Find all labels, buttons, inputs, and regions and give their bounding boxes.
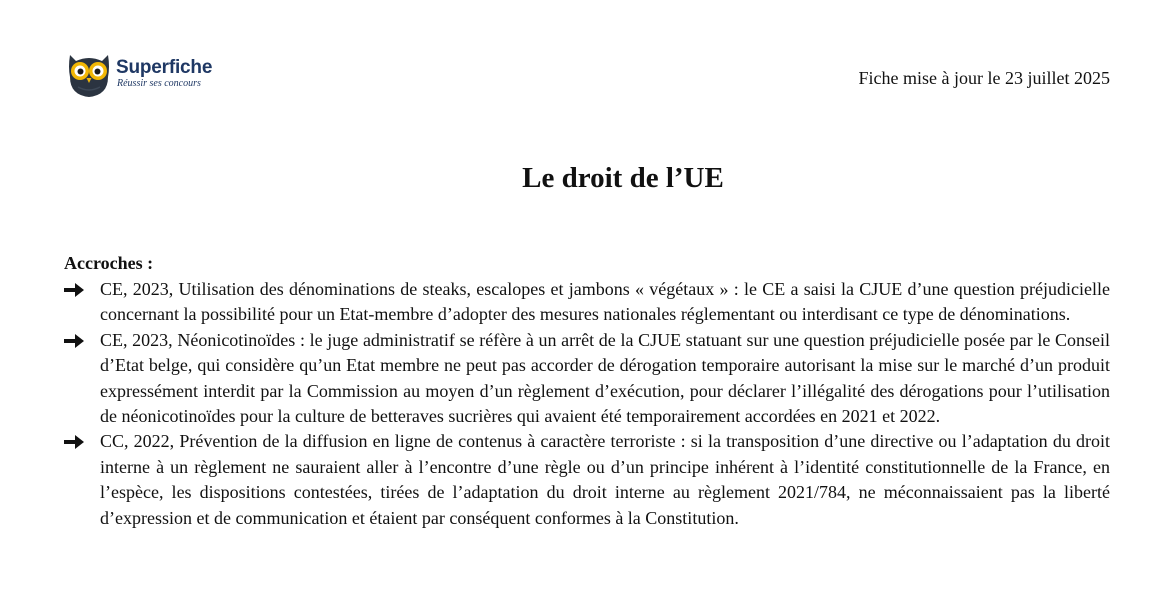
- list-item-text: CC, 2022, Prévention de la diffusion en ligne de contenus à caractère terroriste : si la transposition d’une directive ou l’adaptation du droit interne à un règlement ne sauraient aller à l’encontre d’une règle ou d’un principe inhérent à l’identité constitutionnelle de la France, en l’espèce, les dispositions contestées, tirées de l’adaptation du droit interne au règlement 2021/784, ne méconnaissaient pas la liberté d’expression et de communication et étaient par conséquent conformes à la Constitution.: [100, 431, 1110, 528]
- brand-tagline: Réussir ses concours: [117, 77, 201, 89]
- list-item: [64, 429, 1110, 531]
- page-title: Le droit de l’UE: [522, 162, 724, 194]
- section-heading: Accroches :: [64, 253, 154, 273]
- owl-icon: [66, 47, 112, 99]
- accroches-list: [64, 277, 1110, 531]
- list-item: [64, 328, 1110, 430]
- arrow-right-icon: [64, 334, 84, 348]
- update-date: Fiche mise à jour le 23 juillet 2025: [858, 68, 1110, 88]
- list-item-text: CE, 2023, Néonicotinoïdes : le juge administratif se réfère à un arrêt de la CJUE statuant sur une question préjudicielle posée par le Conseil d’Etat belge, qui considère qu’un Etat membre ne peut pas accorder de dérogation temporaire autorisant la mise sur le marché d’un produit expressément interdit par la Commission au moyen d’un règlement d’exécution, pour déclarer l’illégalité des dérogations pour l’utilisation de néonicotinoïdes pour la culture de betteraves sucrières qui avaient été temporairement accordées en 2021 et 2022.: [100, 329, 1110, 427]
- arrow-right-icon: [64, 435, 84, 449]
- list-item-text: CE, 2023, Utilisation des dénominations de steaks, escalopes et jambons « végétaux » : le CE a saisi la CJUE d’une question préjudicielle concernant la possibilité pour un Etat-membre d’adopter des mesures nationales réglementant ou interdisant ce type de dénominations.: [100, 279, 1110, 325]
- list-item: [64, 277, 1110, 328]
- superfiche-logo: [66, 47, 212, 99]
- brand-name: Superfiche: [116, 56, 213, 78]
- arrow-right-icon: [64, 283, 84, 297]
